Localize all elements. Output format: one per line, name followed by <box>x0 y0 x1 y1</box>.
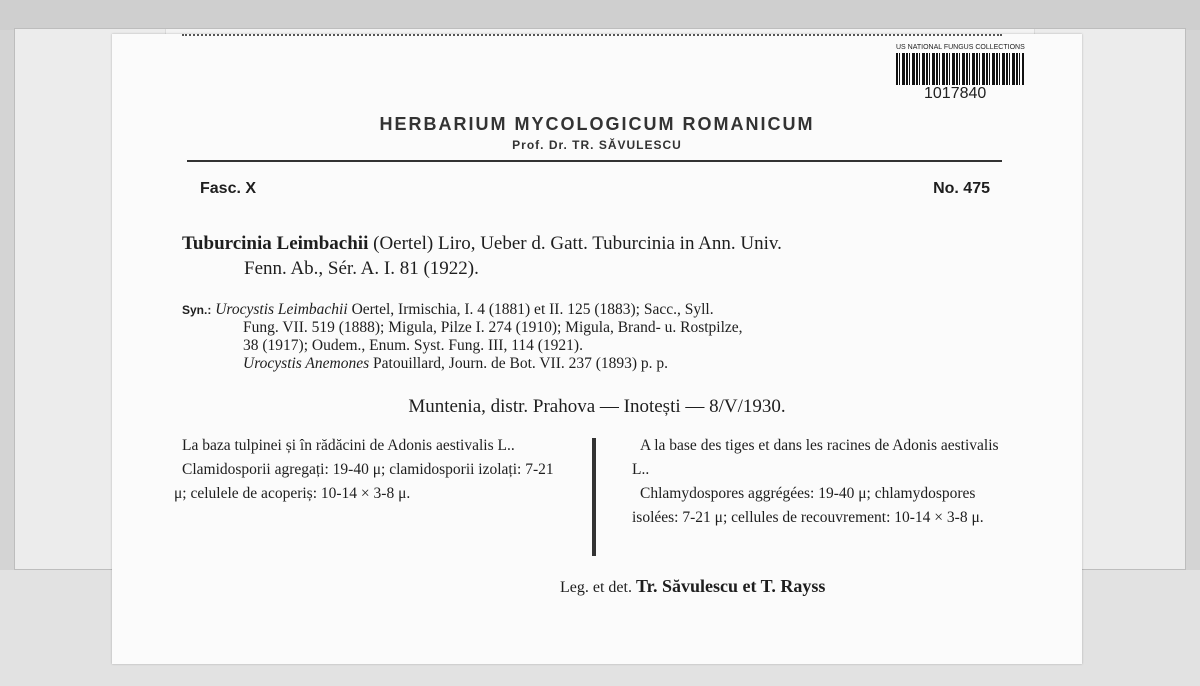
herbarium-subtitle: Prof. Dr. TR. SĂVULESCU <box>512 138 682 152</box>
barcode-caption: US NATIONAL FUNGUS COLLECTIONS <box>896 44 1025 51</box>
collector-line <box>560 576 825 597</box>
synonym-1-ref-cont: Fung. VII. 519 (1888); Migula, Pilze I. 274 (1910); Migula, Brand- u. Rostpilze, <box>243 319 743 336</box>
species-reference: Fenn. Ab., Sér. A. I. 81 (1922). <box>244 258 479 279</box>
description-romanian <box>174 434 560 506</box>
synonym-1-name: Urocystis Leimbachii <box>215 301 348 318</box>
synonym-2-ref: Patouillard, Journ. de Bot. VII. 237 (1893) p. p. <box>373 355 669 372</box>
description-french <box>632 434 1018 530</box>
herbarium-title: HERBARIUM MYCOLOGICUM ROMANICUM <box>379 114 815 134</box>
species-name: Tuburcinia Leimbachii <box>182 233 369 254</box>
french-measurements: Chlamydospores aggrégées: 19-40 μ; chlamydospores isolées: 7-21 μ; cellules de recouvrement: 10-14 × 3-8 μ. <box>632 485 984 526</box>
synonym-1-ref-end: 38 (1917); Oudem., Enum. Syst. Fung. III, 114 (1921). <box>243 337 583 354</box>
background-top <box>0 0 1200 30</box>
synonyms-block <box>182 301 1022 373</box>
herbarium-label <box>112 34 1082 664</box>
synonym-1-ref: Oertel, Irmischia, I. 4 (1881) et II. 125 (1883); Sacc., Syll. <box>351 301 714 318</box>
french-habitat: A la base des tiges et dans les racines de Adonis aestivalis L.. <box>632 437 999 478</box>
label-top-edge <box>182 34 1002 36</box>
collector-prefix: Leg. et det. <box>560 579 632 596</box>
species-authority: (Oertel) Liro, Ueber d. Gatt. Tuburcinia in Ann. Univ. <box>373 233 782 254</box>
barcode-icon <box>896 53 1024 85</box>
barcode-number: 1017840 <box>924 85 987 102</box>
synonym-2-name: Urocystis Anemones <box>243 355 370 372</box>
synonyms-label: Syn.: <box>182 303 212 317</box>
romanian-habitat: La baza tulpinei și în rădăcini de Adonis aestivalis L.. <box>182 437 515 454</box>
specimen-number: No. 475 <box>933 180 990 197</box>
collector-names: Tr. Săvulescu et T. Rayss <box>635 576 826 596</box>
romanian-measurements: Clamidosporii agregați: 19-40 μ; clamidosporii izolați: 7-21 μ; celulele de acoperiș: 10-14 × 3-8 μ. <box>174 461 554 502</box>
barcode-block <box>896 44 1036 114</box>
column-divider <box>592 438 596 556</box>
header-divider <box>187 160 1002 162</box>
fascicle-number: Fasc. X <box>200 180 257 197</box>
synonym-2 <box>182 355 1022 373</box>
species-citation <box>182 231 1022 281</box>
locality-line: Muntenia, distr. Prahova — Inotești — 8/V/1930. <box>408 396 786 417</box>
